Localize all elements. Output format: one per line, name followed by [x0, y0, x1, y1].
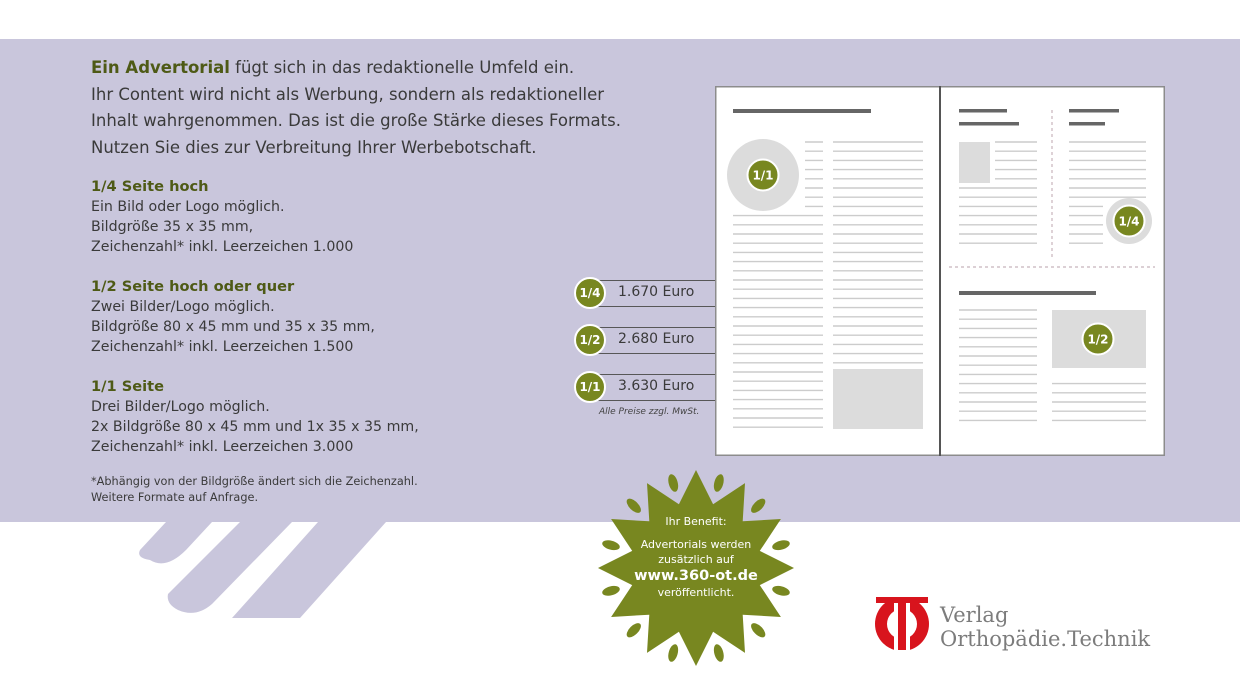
benefit-title: Ihr Benefit: [665, 515, 727, 528]
format-half-page [91, 277, 561, 357]
format-line: Drei Bilder/Logo möglich. [91, 399, 270, 415]
page-layout-illustration [715, 86, 1165, 456]
price-value: 2.680 Euro [618, 331, 695, 347]
layout-badge-half [1083, 324, 1114, 355]
layout-badge-label: 1/1 [752, 168, 774, 183]
layout-badge-label: 1/4 [1118, 214, 1140, 229]
benefit-line-1: Advertorials werden [640, 538, 752, 551]
footnote-line-2: Weitere Formate auf Anfrage. [91, 491, 259, 504]
format-line: Zeichenzahl* inkl. Leerzeichen 1.000 [91, 239, 354, 255]
format-line: Zwei Bilder/Logo möglich. [91, 299, 275, 315]
price-badge: 1/1 [574, 371, 606, 403]
benefit-line-3: veröffentlicht. [657, 586, 735, 599]
intro-line-1: fügt sich in das redaktionelle Umfeld ein. [229, 58, 575, 77]
price-note: Alle Preise zzgl. MwSt. [599, 407, 700, 417]
price-quarter [574, 280, 730, 307]
footnote [91, 474, 418, 506]
publisher-name-line-2: Orthopädie.Technik [940, 627, 1151, 651]
format-title: 1/4 Seite hoch [91, 178, 209, 195]
format-full-page [91, 377, 561, 457]
format-line: Zeichenzahl* inkl. Leerzeichen 1.500 [91, 339, 354, 355]
publisher-name-line-1: Verlag [940, 603, 1009, 627]
benefit-text [618, 514, 774, 600]
price-badge: 1/2 [574, 324, 606, 356]
format-line: Ein Bild oder Logo möglich. [91, 199, 285, 215]
price-half [574, 327, 730, 354]
intro-lead: Ein Advertorial [91, 58, 230, 77]
layout-badge-full [748, 160, 779, 191]
price-full [574, 374, 730, 401]
format-title: 1/1 Seite [91, 378, 165, 395]
layout-badge-label: 1/2 [1087, 332, 1109, 347]
intro-line-3: Inhalt wahrgenommen. Das ist die große Stärke dieses Formats. [91, 111, 621, 130]
benefit-line-2: zusätzlich auf [658, 553, 734, 566]
intro-line-2: Ihr Content wird nicht als Werbung, sondern als redaktioneller [91, 84, 605, 104]
format-title: 1/2 Seite hoch oder quer [91, 278, 295, 295]
footnote-line-1: *Abhängig von der Bildgröße ändert sich die Zeichenzahl. [91, 475, 418, 488]
format-quarter-page [91, 177, 561, 257]
format-line: Bildgröße 35 x 35 mm, [91, 219, 254, 235]
publisher-name [940, 603, 1150, 651]
price-value: 1.670 Euro [618, 284, 695, 300]
price-badge: 1/4 [574, 277, 606, 309]
layout-badge-quarter [1114, 206, 1145, 237]
price-value: 3.630 Euro [618, 378, 695, 394]
publisher-logo-icon [873, 594, 935, 652]
intro-line-4: Nutzen Sie dies zur Verbreitung Ihrer Werbebotschaft. [91, 137, 537, 157]
format-line: Zeichenzahl* inkl. Leerzeichen 3.000 [91, 439, 354, 455]
format-line: 2x Bildgröße 80 x 45 mm und 1x 35 x 35 mm, [91, 419, 419, 435]
format-line: Bildgröße 80 x 45 mm und 35 x 35 mm, [91, 319, 375, 335]
benefit-url: www.360-ot.de [634, 568, 758, 584]
decorative-stripes [0, 522, 420, 622]
intro-text [91, 55, 651, 161]
